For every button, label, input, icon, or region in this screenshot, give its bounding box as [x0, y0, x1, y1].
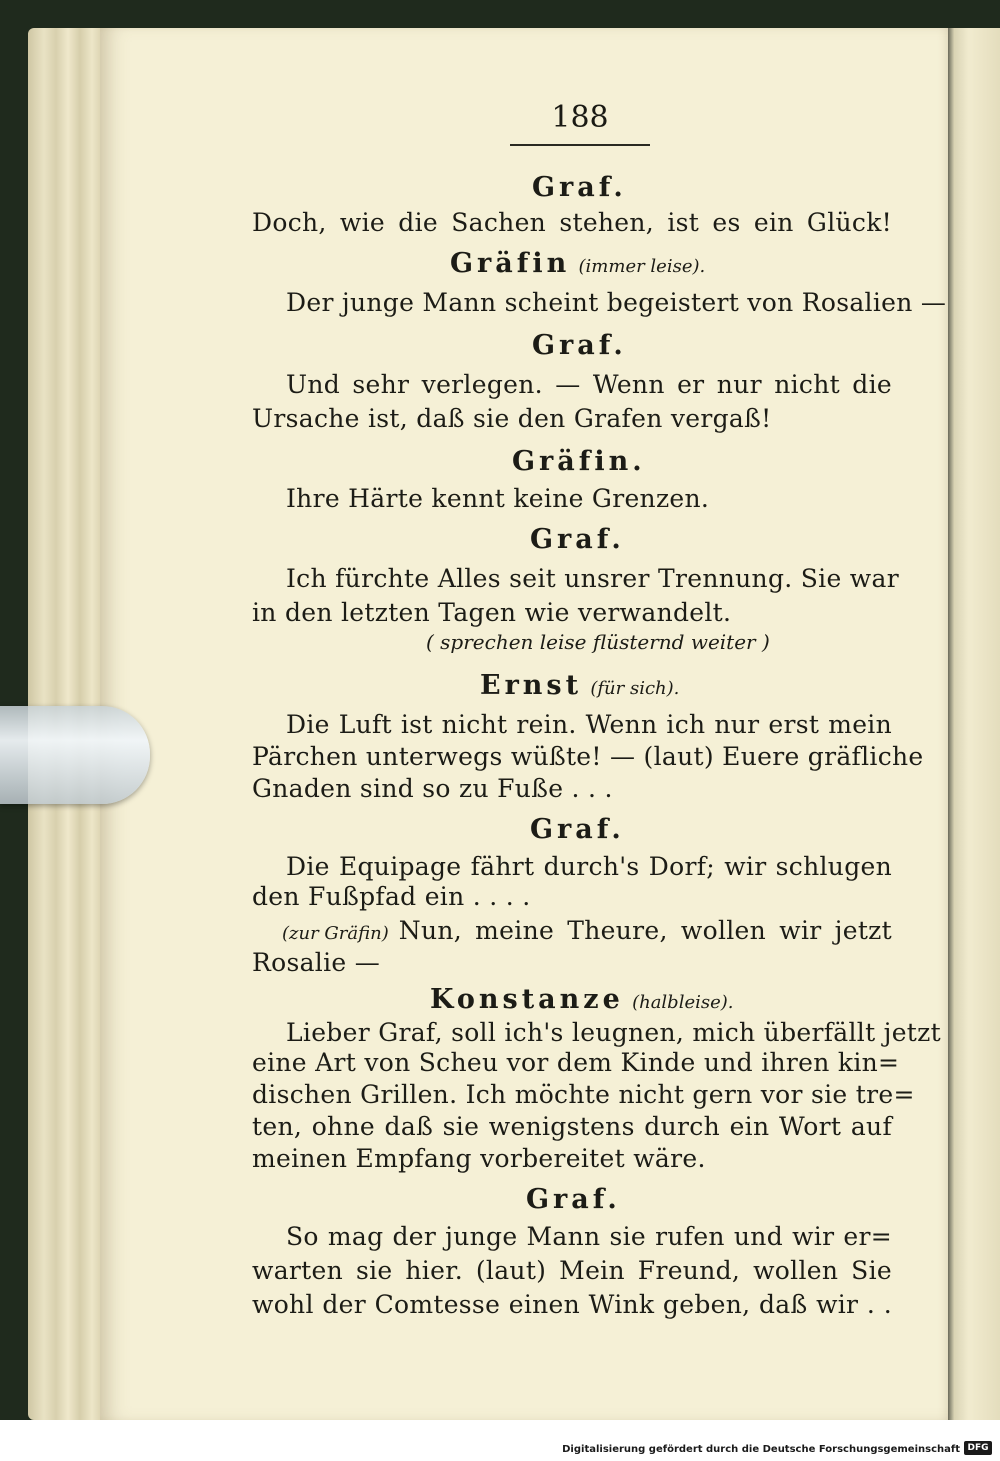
text-line: ten, ohne daß sie wenigstens durch ein Wort auf — [252, 1112, 892, 1141]
stage-direction: (halbleise). — [632, 992, 734, 1013]
speaker-graf: Graf. — [526, 1184, 621, 1215]
text-line: Die Luft ist nicht rein. Wenn ich nur erst mein — [286, 710, 892, 739]
text-line: meinen Empfang vorbereitet wäre. — [252, 1144, 706, 1173]
digitization-credit: Digitalisierung gefördert durch die Deutsche Forschungsgemeinschaft — [562, 1444, 960, 1455]
text-line: Die Equipage fährt durch's Dorf; wir schlugen — [286, 852, 892, 881]
text-line: in den letzten Tagen wie verwandelt. — [252, 598, 732, 627]
text-line: Der junge Mann scheint begeistert von Rosalien — — [286, 288, 947, 317]
text-line: Ihre Härte kennt keine Grenzen. — [286, 484, 710, 513]
text-line: Ursache ist, daß sie den Grafen vergaß! — [252, 404, 772, 433]
text-line: So mag der junge Mann sie rufen und wir er= — [286, 1222, 892, 1251]
speaker-line — [450, 248, 705, 279]
text-line: wohl der Comtesse einen Wink geben, daß wir . . — [252, 1290, 892, 1319]
speaker-graefin: Gräfin — [450, 248, 571, 279]
text-line: Doch, wie die Sachen stehen, ist es ein Glück! — [252, 208, 892, 237]
speaker-graf: Graf. — [532, 330, 627, 361]
text-line: Ich fürchte Alles seit unsrer Trennung. Sie war — [286, 564, 899, 593]
text-fragment: Nun, meine Theure, wollen wir jetzt — [398, 916, 892, 945]
text-line: Gnaden sind so zu Fuße . . . — [252, 774, 613, 803]
stage-direction: (für sich). — [590, 678, 680, 699]
stage-direction: ( sprechen leise flüsternd weiter ) — [426, 630, 770, 654]
page-clip — [0, 706, 150, 804]
speaker-ernst: Ernst — [480, 670, 583, 701]
header-rule — [510, 144, 650, 146]
text-line: Lieber Graf, soll ich's leugnen, mich überfällt jetzt — [286, 1018, 941, 1047]
text-line: Und sehr verlegen. — Wenn er nur nicht die — [286, 370, 892, 399]
speaker-line — [480, 670, 679, 701]
speaker-line — [430, 984, 734, 1015]
facing-page-edge — [948, 28, 1000, 1420]
speaker-graefin: Gräfin. — [512, 446, 646, 477]
text-line: Pärchen unterwegs wüßte! — (laut) Euere gräfliche — [252, 742, 924, 771]
text-line: Rosalie — — [252, 948, 381, 977]
text-line: eine Art von Scheu vor dem Kinde und ihren kin= — [252, 1048, 900, 1077]
text-line — [282, 916, 892, 945]
speaker-graf: Graf. — [530, 524, 625, 555]
page-number: 188 — [551, 100, 609, 135]
stage-direction: (zur Gräfin) — [282, 923, 389, 944]
speaker-konstanze: Konstanze — [430, 984, 624, 1015]
dfg-logo: DFG — [964, 1441, 992, 1455]
speaker-graf: Graf. — [530, 814, 625, 845]
text-line: dischen Grillen. Ich möchte nicht gern vor sie tre= — [252, 1080, 915, 1109]
stage-direction: (immer leise). — [578, 256, 706, 277]
text-line: warten sie hier. (laut) Mein Freund, wollen Sie — [252, 1256, 892, 1285]
text-line: den Fußpfad ein . . . . — [252, 882, 531, 911]
speaker-graf: Graf. — [532, 172, 627, 203]
